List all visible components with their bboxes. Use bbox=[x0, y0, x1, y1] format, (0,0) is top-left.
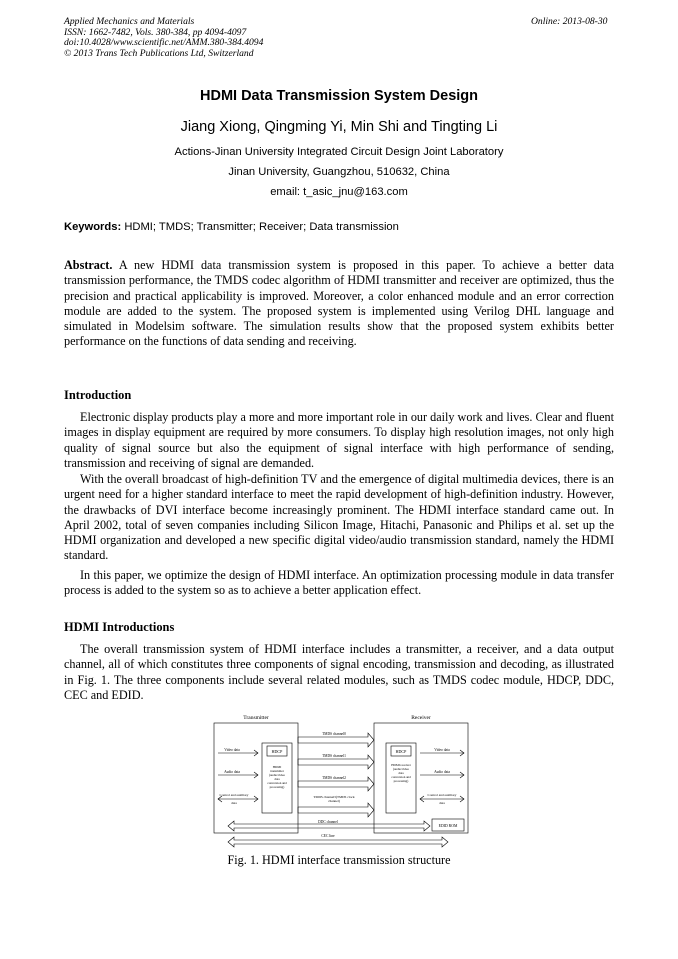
transmitter-box bbox=[214, 723, 298, 833]
abstract-text: A new HDMI data transmission system is proposed in this paper. To achieve a better data transmission performance, the TMDS codec algorithm of HDMI transmitter and receiver are optimized, thus the precision and practical applicability is improved. Moreover, a color enhanced module and an error correction module are added to the system. The proposed system is implemented using Verilog DHL language and simulated in Modelsim software. The simulation results show that the proposed system exhibits better performance on the functions of data sending and receiving. bbox=[64, 258, 615, 349]
copyright: © 2013 Trans Tech Publications Ltd, Switzerland bbox=[64, 47, 254, 59]
affiliation-lab: Actions-Jinan University Integrated Circuit Design Joint Laboratory bbox=[174, 146, 504, 158]
tmds-clock-channel-label: TMDS channel3(TMDS clock bbox=[313, 795, 355, 799]
section-heading-hdmi-introductions: HDMI Introductions bbox=[64, 620, 175, 634]
svg-text:data: data bbox=[231, 801, 237, 805]
rx-video-label: Video data bbox=[434, 748, 450, 752]
journal-header bbox=[64, 17, 263, 59]
keywords-text: HDMI; TMDS; Transmitter; Receiver; Data transmission bbox=[124, 221, 399, 233]
keywords-label: Keywords: bbox=[64, 221, 122, 233]
svg-text:processing): processing) bbox=[393, 779, 409, 783]
svg-text:data: data bbox=[274, 777, 280, 781]
svg-text:conversion and: conversion and bbox=[267, 781, 287, 785]
intro-paragraph-1: Electronic display products play a more and more important role in our daily work and lives. Clear and fluent images in display equipment are required by more consumers. To display high resolution images, not only high quality of signal source but also the equipment of signal interface with high performance of sending, transmission and receiving of signal are demanded. bbox=[64, 410, 614, 470]
cec-line-arrow bbox=[228, 837, 448, 847]
hdmi-structure-diagram bbox=[210, 713, 472, 853]
svg-text:conversion and: conversion and bbox=[391, 775, 411, 779]
tmds-channel0-label: TMDS channel0 bbox=[322, 732, 346, 736]
hdmi-intro-paragraph: The overall transmission system of HDMI interface includes a transmitter, a receiver, and a data output channel, all of which constitutes three components of signal encoding, transmission and decoding, as illustrated in Fig. 1. The three components include several related modules, such as TMDS codec module, HDCP, DDC, CEC and EDID. bbox=[64, 642, 614, 702]
online-date: Online: 2013-08-30 bbox=[531, 16, 608, 27]
tx-video-label: Video data bbox=[224, 748, 240, 752]
svg-text:processing): processing) bbox=[269, 785, 285, 789]
authors: Jiang Xiong, Qingming Yi, Min Shi and Tingting Li bbox=[180, 119, 498, 135]
doi: doi:10.4028/www.scientific.net/AMM.380-384.4094 bbox=[64, 37, 264, 49]
journal-name: Applied Mechanics and Materials bbox=[64, 16, 195, 27]
transmitter-label: Transmitter bbox=[243, 715, 269, 721]
cec-line-label: CEC line bbox=[321, 834, 335, 838]
tmds-channel2-label: TMDS channel2 bbox=[322, 776, 346, 780]
affiliation-university: Jinan University, Guangzhou, 510632, China bbox=[228, 166, 450, 178]
rx-hdcp-label: HDCP bbox=[395, 749, 407, 754]
rx-audio-label: Audio data bbox=[434, 770, 450, 774]
receiver-label: Receiver bbox=[411, 715, 431, 721]
abstract bbox=[64, 258, 614, 350]
edid-rom-label: EDID ROM bbox=[438, 824, 458, 828]
tx-hdcp-label: HDCP bbox=[271, 749, 283, 754]
svg-text:(audio/video: (audio/video bbox=[268, 773, 286, 777]
tmds-channel1-label: TMDS channel1 bbox=[322, 754, 346, 758]
intro-paragraph-2: With the overall broadcast of high-definition TV and the emergence of digital multimedia devices, there is an urgent need for a higher standard interface to meet the rapid development of high-definition industry. However, the drawbacks of DVI interface become increasingly prominent. The HDMI interface standard came out. In April 2002, total of seven companies including Silicon Image, Hitachi, Panasonic and Philips et al. set up the HDMI organization and developed a new specific digital video/audio transmission standard, namely the HDMI standard. bbox=[64, 472, 614, 563]
tx-audio-label: Audio data bbox=[224, 770, 240, 774]
receiver-box bbox=[374, 723, 468, 833]
ddc-channel-label: DDC channel bbox=[318, 820, 338, 824]
tx-block-label: HDMI bbox=[272, 765, 282, 769]
rx-control-label: Control and auxiliary bbox=[427, 793, 457, 797]
keywords bbox=[64, 221, 399, 233]
rx-block-label: HDMI receiver bbox=[391, 763, 411, 767]
author-email: email: t_asic_jnu@163.com bbox=[270, 186, 408, 198]
svg-text:data: data bbox=[439, 801, 445, 805]
figure-caption: Fig. 1. HDMI interface transmission structure bbox=[227, 853, 451, 867]
svg-text:channel): channel) bbox=[328, 799, 340, 803]
abstract-label: Abstract. bbox=[64, 258, 113, 272]
section-heading-introduction: Introduction bbox=[64, 388, 132, 402]
tx-control-label: Control and auxiliary bbox=[219, 793, 249, 797]
svg-text:transmitter: transmitter bbox=[270, 769, 284, 773]
intro-paragraph-3: In this paper, we optimize the design of HDMI interface. An optimization processing module in data transfer process is added to the system so as to achieve a better application effect. bbox=[64, 568, 614, 598]
paper-title: HDMI Data Transmission System Design bbox=[200, 88, 478, 104]
svg-text:(audio/video: (audio/video bbox=[392, 767, 410, 771]
issn: ISSN: 1662-7482, Vols. 380-384, pp 4094-4097 bbox=[64, 26, 247, 38]
svg-text:data: data bbox=[398, 771, 404, 775]
tmds-clock-channel-arrow bbox=[298, 803, 374, 817]
